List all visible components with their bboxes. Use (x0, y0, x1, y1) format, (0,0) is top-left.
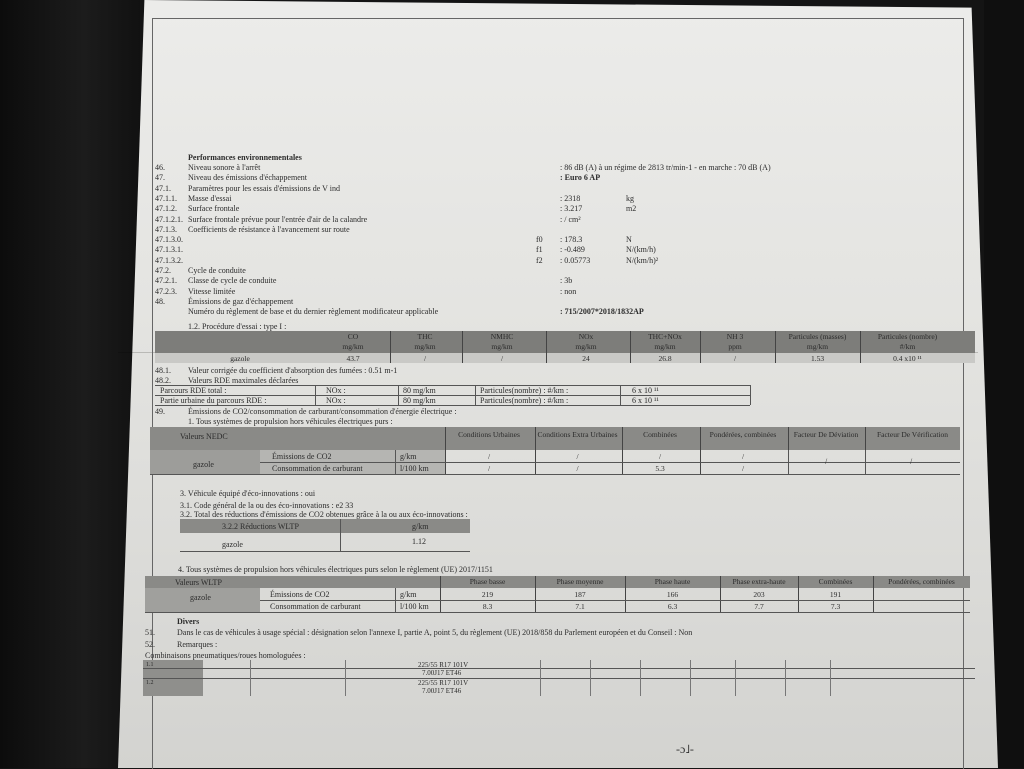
emissions-header: THC+NOx (648, 332, 682, 341)
row-number: 47.2.3. (155, 286, 177, 296)
row-value: : 715/2007*2018/1832AP (560, 307, 644, 317)
row-label: Numéro du règlement de base et du dernier règlement modificateur applicable (188, 307, 439, 317)
tyre-col-divider (590, 660, 591, 696)
eco-fuel: gazole (222, 540, 243, 549)
emissions-header-unit: mg/km (414, 342, 436, 351)
wltp-col-divider (873, 576, 874, 612)
row-number: 47.1. (155, 183, 171, 193)
nedc-deviation-value: / (825, 457, 828, 466)
row-value: : non (560, 286, 577, 296)
row-coefficient: f2 (536, 255, 543, 265)
nedc-title: Valeurs NEDC (180, 432, 228, 441)
tyre-col-divider (250, 660, 251, 696)
row-number: 47.1.3.2. (155, 255, 183, 265)
tyre-rim: 7.00J17 ET46 (422, 669, 462, 677)
nedc-header: Conditions Extra Urbaines (537, 430, 618, 439)
emissions-header-unit: ppm (728, 342, 742, 351)
eco-line-3: 3.2. Total des réductions d'émissions de CO2 obtenues grâce à la ou aux éco-innovations : (180, 510, 468, 519)
divers-title: Divers (177, 617, 200, 626)
nedc-header: Conditions Urbaines (458, 430, 520, 439)
rde-label: Partie urbaine du parcours RDE : (160, 396, 267, 405)
row-label: Niveau des émissions d'échappement (188, 173, 307, 183)
eco-line-2: 3.1. Code général de la ou des éco-innovations : e2 33 (180, 501, 354, 510)
wltp-row-unit: l/100 km (400, 602, 429, 611)
row-unit: N/(km/h) (626, 245, 656, 255)
row-52-label: Remarques : (177, 640, 218, 649)
row-unit: N (626, 235, 632, 245)
emissions-value: 24 (582, 354, 590, 363)
eco-header-2: g/km (412, 522, 429, 531)
row-unit: m2 (626, 204, 637, 214)
row-number: 47.1.2.1. (155, 214, 183, 224)
row-number: 47.2. (155, 266, 171, 275)
rde-nox-value: 80 mg/km (403, 386, 436, 395)
wltp-header: Pondérées, combinées (888, 577, 955, 586)
tyre-id: 1.2 (146, 680, 154, 686)
row-number: 47. (155, 173, 165, 183)
row-unit: kg (626, 193, 634, 203)
wltp-header: Phase basse (469, 577, 506, 586)
emissions-row-label: gazole (230, 354, 250, 363)
emissions-header: Particules (nombre) (877, 332, 938, 341)
row-coefficient: f1 (536, 245, 543, 255)
emissions-value: / (500, 354, 504, 363)
row-label: Coefficients de résistance à l'avancement sur route (188, 224, 350, 234)
wltp-value: 219 (481, 590, 494, 599)
row-value: : Euro 6 AP (560, 173, 601, 183)
row-49-label: Émissions de CO2/consommation de carburant/consommation d'énergie électrique : (188, 407, 457, 416)
eco-value: 1.12 (412, 537, 426, 546)
row-label: Surface frontale (188, 204, 240, 214)
row-number: 48. (155, 296, 165, 306)
row-coefficient: f0 (536, 235, 543, 245)
nedc-value: / (487, 452, 491, 461)
row-51-num: 51. (145, 628, 155, 637)
nedc-header: Combinées (643, 430, 677, 439)
rde-nox-value: 80 mg/km (403, 396, 436, 405)
emissions-header: NOx (578, 332, 594, 341)
row-48-2-num: 48.2. (155, 376, 171, 385)
row-49-num: 49. (155, 407, 165, 416)
wltp-header: Phase moyenne (556, 577, 604, 586)
row-48-2-label: Valeurs RDE maximales déclarées (188, 376, 299, 385)
row-label: Paramètres pour les essais d'émissions de V ind (188, 183, 341, 193)
emissions-value: 43.7 (346, 354, 360, 363)
row-value: : 3b (560, 276, 573, 286)
emissions-header-unit: mg/km (654, 342, 676, 351)
wltp-value: 7.7 (754, 602, 764, 611)
emissions-header: Particules (masses) (788, 332, 847, 341)
emissions-value: 1.53 (810, 354, 825, 363)
nedc-header: Pondérées, combinées (709, 430, 777, 439)
row-unit: N/(km/h)² (626, 255, 659, 265)
nedc-value: / (576, 452, 579, 461)
emissions-header-unit: mg/km (491, 342, 513, 351)
wltp-header: Combinées (818, 577, 853, 586)
row-number: 46. (155, 163, 165, 172)
row-number: 47.1.3.0. (155, 235, 183, 245)
emissions-value: / (423, 354, 427, 363)
wltp-value: 203 (753, 590, 765, 599)
row-label: Cycle de conduite (188, 266, 246, 275)
wltp-title: Valeurs WLTP (175, 578, 222, 587)
row-49-1-label: 1. Tous systèmes de propulsion hors véhicules électriques purs : (188, 417, 393, 426)
emissions-header-unit: mg/km (806, 342, 829, 351)
nedc-value: / (741, 452, 745, 461)
row-number: 47.1.3.1. (155, 245, 183, 255)
emissions-header-unit: mg/km (342, 342, 364, 351)
row-52-num: 52. (145, 640, 155, 649)
row-number: 47.1.2. (155, 204, 177, 214)
emissions-header-unit: #/km (899, 342, 916, 351)
nedc-fuel: gazole (193, 460, 214, 469)
wltp-fuel: gazole (190, 593, 211, 602)
row-value: : / cm² (560, 214, 581, 224)
tyre-col-divider (690, 660, 691, 696)
row-label: Vitesse limitée (188, 286, 236, 296)
wltp-row-unit: g/km (400, 590, 417, 599)
wltp-value: 7.1 (575, 602, 585, 611)
tyre-col-divider (640, 660, 641, 696)
nedc-header: Facteur De Vérification (876, 430, 949, 439)
nedc-row-label: Émissions de CO2 (272, 452, 332, 461)
wltp-value: 6.3 (667, 602, 678, 611)
nedc-value: 5.3 (655, 464, 665, 473)
nedc-row-unit: g/km (400, 452, 417, 461)
nedc-value: / (487, 464, 491, 473)
row-label: Émissions de gaz d'échappement (188, 296, 294, 306)
eco-line-1: 3. Véhicule équipé d'éco-innovations : oui (180, 489, 316, 498)
nedc-value: / (741, 464, 745, 473)
wltp-row-label: Émissions de CO2 (270, 590, 330, 599)
row-value: : 3.217 (560, 204, 583, 214)
rde-particles-value: 6 x 10 ¹¹ (632, 396, 659, 405)
tyre-col-divider (830, 660, 831, 696)
tyre-col-divider (785, 660, 786, 696)
tyre-size: 225/55 R17 101V (418, 679, 469, 687)
procedure-label: 1.2. Procédure d'essai : type I : (188, 322, 287, 331)
wltp-value: 187 (574, 590, 586, 599)
wltp-value: 191 (829, 590, 842, 599)
tyre-rim: 7.00J17 ET46 (422, 687, 462, 695)
rde-nox-label: NOx : (326, 386, 346, 395)
section-title: Performances environnementales (188, 153, 302, 162)
nedc-verification-value: / (910, 457, 913, 466)
row-number: 47.1.1. (155, 193, 177, 203)
signature-mark: -ɔ˩- (676, 742, 694, 756)
rde-particles-label: Particules(nombre) : #/km : (480, 396, 569, 405)
emissions-value: 0.4 x10 ¹¹ (893, 354, 922, 363)
rde-particles-label: Particules(nombre) : #/km : (480, 386, 569, 395)
eco-header-1: 3.2.2 Réductions WLTP (222, 522, 299, 531)
rde-nox-label: NOx : (326, 396, 346, 405)
nedc-value: / (576, 464, 579, 473)
row-value: : 178.3 (560, 235, 583, 245)
tyre-col-divider (540, 660, 541, 696)
row-value: : 0.05773 (560, 255, 591, 265)
row-number: 47.2.1. (155, 276, 177, 286)
wltp-section-title: 4. Tous systèmes de propulsion hors véhicules électriques purs selon le règlement (UE) 2017/1151 (178, 565, 493, 574)
emissions-value: / (733, 354, 737, 363)
row-value: : 86 dB (A) à un régime de 2813 tr/min-1 - en marche : 70 dB (A) (560, 163, 771, 172)
emissions-header: THC (417, 332, 433, 341)
wltp-value: 8.3 (482, 602, 493, 611)
emissions-header: NH 3 (726, 332, 744, 341)
emissions-header: CO (347, 332, 359, 341)
tyre-id: 1.1 (146, 662, 154, 668)
tyre-col-divider (345, 660, 346, 696)
row-value: : -0.489 (560, 245, 585, 255)
emissions-header: NMHC (490, 332, 514, 341)
row-label: Classe de cycle de conduite (188, 276, 277, 286)
wltp-value: 166 (666, 590, 679, 599)
tyre-combinations-label: Combinaisons pneumatiques/roues homologuées : (145, 651, 306, 660)
row-label: Niveau sonore à l'arrêt (188, 163, 261, 172)
nedc-header: Facteur De Déviation (793, 430, 859, 439)
emissions-value: 26.8 (658, 354, 672, 363)
row-value: : 2318 (560, 193, 581, 203)
wltp-value: 7.3 (830, 602, 841, 611)
rde-label: Parcours RDE total : (160, 386, 227, 395)
wltp-row-label: Consommation de carburant (270, 602, 361, 611)
nedc-row-label: Consommation de carburant (272, 464, 363, 473)
row-label: Masse d'essai (188, 193, 232, 203)
emissions-header-unit: mg/km (575, 342, 597, 351)
row-48-1-label: Valeur corrigée du coefficient d'absorption des fumées : 0.51 m-1 (188, 366, 398, 375)
dark-background-left (0, 0, 140, 768)
row-label: Surface frontale prévue pour l'entrée d'air de la calandre (188, 214, 368, 224)
nedc-value: / (658, 452, 662, 461)
tyre-col-divider (735, 660, 736, 696)
rde-particles-value: 6 x 10 ¹¹ (632, 386, 659, 395)
wltp-header: Phase haute (654, 577, 691, 586)
wltp-header: Phase extra-haute (732, 577, 786, 586)
row-51-label: Dans le cas de véhicules à usage spécial : désignation selon l'annexe I, partie A, point 5, du règlement (UE) 2018/858 du Parlement européen et du Conseil : Non (177, 628, 693, 637)
row-48-1-num: 48.1. (155, 366, 171, 375)
row-number: 47.1.3. (155, 224, 177, 234)
tyre-size: 225/55 R17 101V (418, 661, 469, 669)
nedc-row-unit: l/100 km (400, 464, 429, 473)
